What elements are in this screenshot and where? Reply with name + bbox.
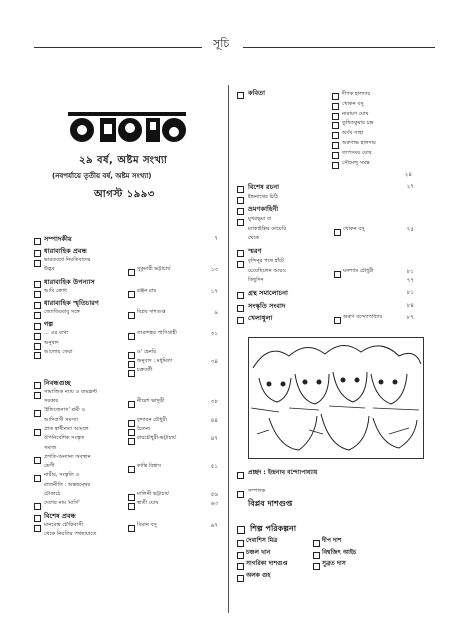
- poet-name: অর্ণব সাহা: [342, 130, 364, 137]
- series-line: (নবপর্যায়ে তৃতীয় বর্ষ, অষ্টম সংখ্যা): [52, 172, 152, 180]
- author-checkbox: [128, 494, 135, 501]
- entry-checkbox: [34, 281, 41, 288]
- author-checkbox: [128, 312, 135, 319]
- author-checkbox: [128, 291, 135, 298]
- entry-page: ৩১: [210, 331, 218, 338]
- designer-checkbox: [313, 540, 320, 547]
- header-rule-left: [34, 47, 202, 48]
- entry-label: ... এর ব্যথা: [44, 330, 69, 337]
- author-checkbox: [128, 370, 135, 377]
- entry-label: চেয়েছিলেন আরও: [248, 267, 287, 274]
- designer-checkbox: [237, 540, 244, 547]
- designer-checkbox: [313, 563, 320, 570]
- entry-label: ধারাবাহিক স্মৃতিচারণ: [44, 298, 99, 307]
- column-divider: [228, 85, 229, 613]
- entry-checkbox: [237, 186, 244, 193]
- page-title: সূচি: [213, 37, 230, 50]
- entry-checkbox: [34, 392, 41, 399]
- entry-label: কিছুদিন: [248, 277, 264, 284]
- entry-author: রায়চৌধুরী-ভট্টাচার্য: [137, 435, 176, 442]
- poet-name: তাপসময় ঘোষ: [342, 149, 372, 156]
- poet-checkbox: [332, 103, 339, 110]
- entry-label: উদ্ভব: [44, 266, 55, 273]
- entry-label: ধারাবাহিক উপন্যাস: [44, 277, 95, 286]
- entry-page: ২৭: [406, 184, 414, 190]
- entry-label: আলোয় ফেরা: [44, 348, 73, 355]
- cover-credit-checkbox: [237, 472, 244, 479]
- poet-checkbox: [332, 162, 339, 169]
- issue-line: ২৯ বর্ষ, অষ্টম সংখ্যা: [79, 155, 168, 166]
- entry-author: অরুণ বন্দ্যোপাধ্যায়: [343, 314, 383, 321]
- entry-author: বৃন্দাবন চৌধুরী: [137, 416, 167, 423]
- logo-graphic: [66, 106, 188, 146]
- entry-checkbox: [237, 261, 244, 268]
- entry-label: গল্প: [44, 320, 54, 329]
- designer-checkbox: [237, 552, 244, 559]
- date-line: আগস্ট ১৯৯৩: [94, 189, 155, 200]
- author-checkbox: [128, 525, 135, 532]
- entry-label: বিশেষ প্রবন্ধ: [44, 511, 76, 520]
- poet-checkbox: [332, 113, 339, 120]
- entry-checkbox: [34, 323, 41, 330]
- entry-label: সামাজিক ন্যায় ও বামফ্রন্ট: [44, 388, 98, 395]
- entry-label: প্রাক স্বাধীনতা আমলে: [44, 425, 89, 432]
- poet-checkbox: [332, 142, 339, 149]
- entry-checkbox: [34, 291, 41, 298]
- entry-page: ৮১: [406, 290, 414, 297]
- entry-label: ইন্দ্রনাথের চিঠি: [248, 193, 278, 200]
- entry-page: ৭৭: [406, 278, 414, 285]
- author-checkbox: [128, 438, 135, 445]
- entry-checkbox: [34, 515, 41, 522]
- entry-checkbox: [34, 238, 41, 245]
- entry-page: ৭৫: [406, 226, 414, 233]
- editor-name: বিপ্লব দাশগুপ্ত: [248, 499, 293, 508]
- editor-label: সম্পাদক: [248, 488, 266, 494]
- author-checkbox: [334, 317, 341, 324]
- design-heading: শিল্প পরিকল্পনা: [250, 524, 297, 533]
- designer-checkbox: [237, 563, 244, 570]
- entry-label: গ্রন্থ সমালোচনা: [248, 289, 288, 298]
- entry-author: নীরেশ ভাদুড়ী: [137, 398, 165, 404]
- entry-label: থেকে: [248, 235, 260, 242]
- header-rule-right: [243, 47, 435, 48]
- entry-label: ঔপনিবেশিক সংস্কৃত: [44, 435, 85, 442]
- entry-checkbox: [34, 382, 41, 389]
- entry-page: ৫৬: [210, 492, 218, 498]
- author-checkbox: [128, 420, 135, 427]
- entry-page: ৬৩: [210, 501, 218, 508]
- entry-author: রঞ্জন রায়: [137, 287, 157, 294]
- entry-label: আমি ক্রোধ: [44, 287, 67, 294]
- entry-checkbox: [34, 250, 41, 257]
- entry-label: সংস্কৃতি সংবাদ: [248, 301, 286, 310]
- entry-label: দেশের নাম 'মার্সি': [44, 500, 80, 507]
- entry-author: স্বাতী ঘোষ: [137, 500, 159, 507]
- entry-label: ভারতবর্ষে নিয়তিবাদের: [44, 257, 91, 263]
- designer-name: দীপ দাশ: [322, 537, 342, 544]
- entry-checkbox: [34, 352, 41, 359]
- entry-label: ম্যাকাইল্লির ডায়েরি: [248, 225, 287, 232]
- author-checkbox: [128, 503, 135, 510]
- entry-label: মানবেন্দ্র চৌকিবাসী: [44, 521, 84, 528]
- designer-name: সাগরিকা দাশগুপ্ত: [246, 560, 288, 567]
- cover-credit: প্রচ্ছদ : ইন্দ্রনাথ বন্দ্যোপাধ্যায়: [248, 469, 318, 476]
- poet-name: তুষিতকুমার চন্দ্র: [342, 120, 374, 127]
- poet-name: খোকন বসু: [342, 100, 364, 107]
- poet-checkbox: [332, 122, 339, 129]
- entry-author: ও' হেনরি: [137, 348, 157, 355]
- entry-label: স্মরণ: [248, 247, 262, 256]
- designer-name: বিশ্বজিৎ আইচ: [322, 548, 357, 556]
- entry-author: বিপ্লব দাশগুপ্ত: [137, 308, 166, 315]
- entry-label: আদিবাসী সমস্যা: [44, 416, 78, 423]
- entry-page: ৮৭: [406, 315, 414, 322]
- entry-page: ৪৭: [210, 436, 218, 443]
- entry-checkbox: [34, 312, 41, 319]
- entry-label: ধারাবাহিক প্রবন্ধ: [44, 247, 87, 255]
- entry-label: শ্রেণী: [44, 463, 55, 470]
- entry-author: তারাশঙ্কর পাণিগ্রাহী: [137, 330, 177, 337]
- entry-page: ৭: [214, 236, 218, 242]
- entry-page: ৮৪: [406, 302, 414, 309]
- entry-label: 'ইন্ডিজেনাস' শ্রমী ও: [44, 407, 86, 414]
- poet-name: নারায়ণ ঘোষ: [342, 110, 369, 117]
- entry-label: মুখরভূমা বা: [248, 215, 272, 222]
- entry-checkbox: [237, 208, 244, 215]
- author-checkbox: [128, 401, 135, 408]
- entry-page: ৬৭: [210, 522, 218, 529]
- entry-checkbox: [34, 410, 41, 417]
- entry-page: ৩৪: [210, 359, 218, 366]
- entry-author: চক্রবর্তী: [137, 367, 153, 374]
- author-checkbox: [128, 352, 135, 359]
- poetry-page: ২৪: [404, 172, 412, 178]
- entry-label: ভ্রমণকাহিনী: [248, 205, 279, 214]
- poet-name: সৌমেন্দু সমন্ত: [342, 159, 370, 166]
- entry-checkbox: [237, 197, 244, 204]
- entry-checkbox: [34, 260, 41, 267]
- editor-checkbox: [237, 491, 244, 498]
- entry-checkbox: [237, 292, 244, 299]
- entry-label: বৃন্দিনূর পথে হাঁটে: [248, 257, 284, 264]
- entry-checkbox: [34, 429, 41, 436]
- entry-label: নারীর, সংস্কৃতি ও: [44, 472, 80, 479]
- entry-label: চৌকাঠে: [44, 491, 61, 497]
- designer-checkbox: [313, 552, 320, 559]
- poet-checkbox: [332, 132, 339, 139]
- designer-name: সুব্রত দাস: [322, 560, 346, 567]
- author-checkbox: [128, 333, 135, 340]
- entry-checkbox: [34, 503, 41, 510]
- author-checkbox: [128, 466, 135, 473]
- entry-label: জ্যোতিরবাবু সঙ্গে: [44, 308, 80, 315]
- entry-checkbox: [34, 475, 41, 482]
- entry-label: খেলাধুলা: [248, 314, 273, 323]
- author-checkbox: [128, 429, 135, 436]
- cover-illustration: [248, 337, 424, 459]
- entry-label: রাজনীতি : অন্তদ্বন্দ্বের: [44, 481, 91, 488]
- entry-label: নিবন্ধগুচ্ছ: [44, 378, 71, 387]
- entry-label: বিশেষ রচনা: [248, 183, 280, 191]
- entry-page: ১৭: [210, 288, 218, 295]
- designer-name: দেবাশিস মিত্র: [246, 537, 278, 544]
- entry-checkbox: [34, 525, 41, 532]
- poetry-checkbox: [237, 92, 244, 99]
- designer-checkbox: [237, 575, 244, 582]
- poet-checkbox: [332, 152, 339, 159]
- poet-checkbox: [332, 93, 339, 100]
- entry-label: সম্পাদকীয়: [44, 235, 72, 243]
- faces-sketch: [249, 338, 423, 458]
- poetry-heading: কবিতা: [248, 89, 266, 97]
- entry-page: ৪৪: [210, 417, 218, 424]
- entry-author: বিমান বসু: [137, 521, 157, 528]
- poet-name: অরুণাভ হালদার: [342, 140, 376, 146]
- entry-checkbox: [34, 302, 41, 309]
- author-checkbox: [334, 271, 341, 278]
- entry-author: খোকন বসু: [343, 225, 365, 232]
- entry-label: প্রগতি-অন্যান্য অবস্থান: [44, 453, 91, 460]
- entry-checkbox: [34, 333, 41, 340]
- entry-page: ১৩: [210, 267, 218, 274]
- entry-page: ৩৮: [210, 399, 218, 405]
- entry-checkbox: [237, 250, 244, 257]
- entry-label: থেকে নিয়তির পথছায়াতে: [44, 530, 97, 537]
- entry-checkbox: [237, 219, 244, 226]
- entry-author: সুকুমারী ভট্টাচার্য: [137, 266, 171, 273]
- author-checkbox: [334, 229, 341, 236]
- author-checkbox: [128, 361, 135, 368]
- entry-checkbox: [237, 305, 244, 312]
- entry-checkbox: [34, 457, 41, 464]
- entry-author: ঘনশ্যাম চৌধুরী: [343, 267, 374, 274]
- entry-author: চৈতন্য: [137, 425, 151, 432]
- entry-author: কান্তি বিশ্বাস: [137, 463, 162, 470]
- design-checkbox: [237, 526, 245, 534]
- designer-name: অলক গুহ: [246, 571, 271, 579]
- entry-author: মালিনী ভট্টাচার্য: [137, 491, 169, 497]
- entry-checkbox: [237, 317, 244, 324]
- author-checkbox: [128, 269, 135, 276]
- entry-label: সরকার: [44, 398, 59, 404]
- entry-author: অনুবাদ : মধুমিতা: [137, 358, 173, 365]
- entry-page: ৫১: [210, 464, 218, 471]
- entry-checkbox: [34, 343, 41, 350]
- masthead-logo: [66, 106, 188, 146]
- entry-label: সমাজ: [44, 444, 57, 451]
- entry-page: ৯: [214, 309, 218, 316]
- entry-page: ৮১: [406, 268, 414, 275]
- entry-label: অনুবাদ: [44, 339, 59, 346]
- designer-name: চঞ্চল খান: [246, 548, 271, 556]
- poet-name: দীপক হালদার: [342, 91, 371, 97]
